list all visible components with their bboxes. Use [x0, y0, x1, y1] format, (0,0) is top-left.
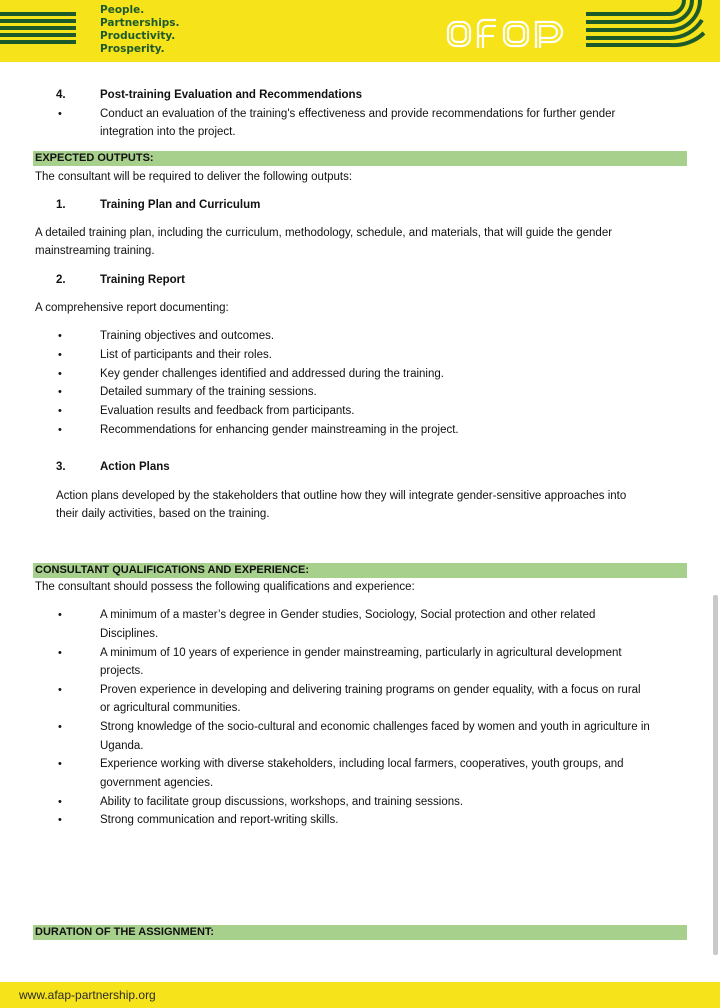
list-item: projects.	[100, 665, 144, 677]
tagline-line: Partnerships.	[100, 17, 180, 29]
list-item: government agencies.	[100, 777, 214, 789]
item-number: 1.	[56, 199, 66, 211]
vertical-scrollbar[interactable]	[713, 595, 718, 955]
list-item: or agricultural communities.	[100, 702, 241, 714]
list-item: Proven experience in developing and delivering training programs on gender equality, with a focus on rural	[100, 684, 641, 696]
section-heading-bar	[33, 151, 687, 166]
list-item: Experience working with diverse stakeholders, including local farmers, cooperatives, youth groups, and	[100, 758, 624, 770]
item-title: Training Plan and Curriculum	[100, 199, 261, 211]
paragraph: A detailed training plan, including the curriculum, methodology, schedule, and materials, that will guide the gender	[35, 227, 613, 239]
footer-website-link[interactable]: www.afap-partnership.org	[19, 988, 156, 1002]
page-header	[0, 0, 720, 62]
list-item: Disciplines.	[100, 628, 159, 640]
afap-logo	[446, 14, 568, 50]
list-item: Strong knowledge of the socio-cultural and economic challenges faced by women and youth in agriculture in	[100, 721, 650, 733]
item-number: 4.	[56, 89, 66, 101]
paragraph: The consultant will be required to deliver the following outputs:	[35, 171, 353, 183]
bullet-marker: •	[58, 330, 62, 342]
bullet-marker: •	[58, 424, 62, 436]
bullet-marker: •	[58, 647, 62, 659]
bullet-marker: •	[58, 368, 62, 380]
bullet-text: Conduct an evaluation of the training's effectiveness and provide recommendations for further gender	[100, 108, 616, 120]
paragraph: A comprehensive report documenting:	[35, 302, 229, 314]
list-item: Detailed summary of the training sessions.	[100, 386, 317, 398]
paragraph: their daily activities, based on the training.	[56, 508, 270, 520]
list-item: Ability to facilitate group discussions, workshops, and training sessions.	[100, 796, 464, 808]
section-heading: EXPECTED OUTPUTS:	[35, 152, 154, 164]
bullet-text: integration into the project.	[100, 126, 236, 138]
bullet-marker: •	[58, 609, 62, 621]
list-item: Uganda.	[100, 740, 144, 752]
tagline-line: Prosperity.	[100, 43, 165, 55]
bullet-marker: •	[58, 684, 62, 696]
bullet-marker: •	[58, 405, 62, 417]
item-title: Post-training Evaluation and Recommendations	[100, 89, 362, 101]
paragraph: mainstreaming training.	[35, 245, 155, 257]
paragraph: The consultant should possess the following qualifications and experience:	[35, 581, 415, 593]
tagline-line: People.	[100, 4, 145, 16]
bullet-marker: •	[58, 796, 62, 808]
section-heading: DURATION OF THE ASSIGNMENT:	[35, 926, 215, 938]
item-title: Action Plans	[100, 461, 170, 473]
section-heading-bar	[33, 563, 687, 578]
item-title: Training Report	[100, 274, 185, 286]
bullet-marker: •	[58, 758, 62, 770]
list-item: Strong communication and report-writing skills.	[100, 814, 339, 826]
list-item: Recommendations for enhancing gender mainstreaming in the project.	[100, 424, 459, 436]
list-item: List of participants and their roles.	[100, 349, 272, 361]
item-number: 3.	[56, 461, 66, 473]
list-item: Key gender challenges identified and addressed during the training.	[100, 368, 444, 380]
list-item: A minimum of 10 years of experience in gender mainstreaming, particularly in agricultural development	[100, 647, 622, 659]
bullet-marker: •	[58, 108, 62, 120]
bullet-marker: •	[58, 721, 62, 733]
list-item: Evaluation results and feedback from participants.	[100, 405, 355, 417]
list-item: Training objectives and outcomes.	[100, 330, 275, 342]
section-heading-bar	[33, 925, 687, 940]
bullet-marker: •	[58, 814, 62, 826]
item-number: 2.	[56, 274, 66, 286]
section-heading: CONSULTANT QUALIFICATIONS AND EXPERIENCE:	[35, 564, 309, 576]
bullet-marker: •	[58, 386, 62, 398]
header-tagline	[100, 4, 180, 56]
paragraph: Action plans developed by the stakeholders that outline how they will integrate gender-sensitive approaches into	[56, 490, 627, 502]
list-item: A minimum of a master’s degree in Gender studies, Sociology, Social protection and other related	[100, 609, 596, 621]
page-footer	[0, 982, 720, 1008]
header-stripes-decoration	[0, 12, 76, 47]
bullet-marker: •	[58, 349, 62, 361]
tagline-line: Productivity.	[100, 30, 176, 42]
header-arc-decoration	[586, 0, 706, 50]
